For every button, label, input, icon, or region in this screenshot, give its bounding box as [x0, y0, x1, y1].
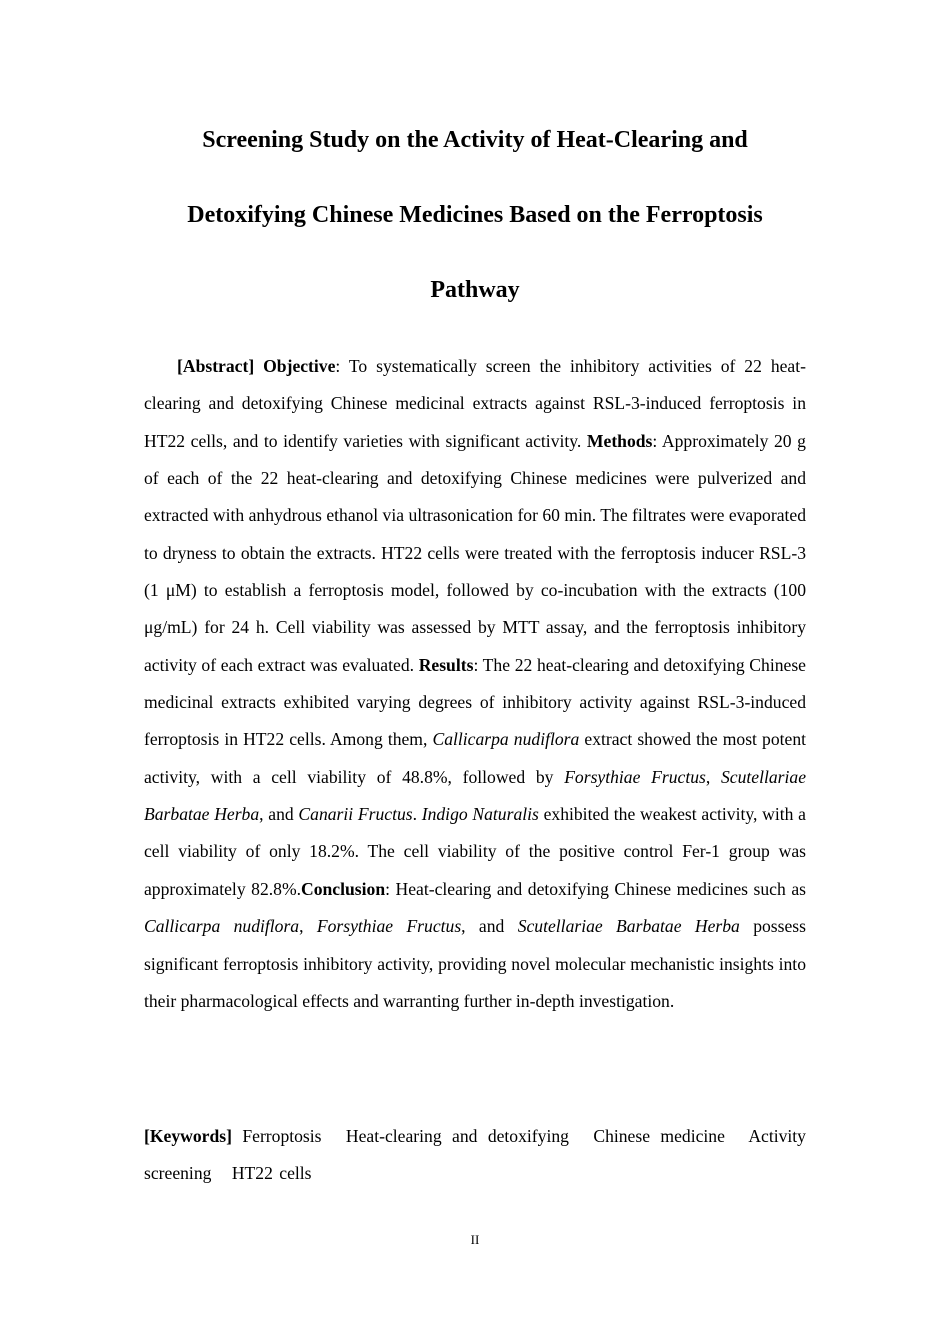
results-separator-1: ,: [705, 766, 721, 787]
results-separator-3: .: [412, 804, 422, 825]
keyword-item: Heat-clearing and detoxifying: [345, 1126, 569, 1146]
results-text-2: extract showed the most potent activity, with a cell viability of 48.8%, followed by: [144, 729, 807, 787]
results-text-1: : The 22 heat-clearing and detoxifying Chinese medicinal extracts exhibited varying degrees of inhibitory activity against RSL-3-induced ferroptosis in HT22 cells. Among them,: [144, 654, 806, 750]
conclusion-separator-1: ,: [299, 916, 317, 937]
paper-title-line-3: Pathway: [430, 277, 520, 303]
abstract-label: [Abstract]: [177, 356, 255, 376]
keywords-paragraph: [144, 1118, 806, 1193]
conclusion-separator-2: , and: [461, 916, 518, 937]
methods-text: : Approximately 20 g of each of the 22 heat-clearing and detoxifying Chinese medicines were pulverized and extracted with anhydrous ethanol via ultrasonication for 60 min. The filtrates were evaporated to dryness to obtain the extracts. HT22 cells were treated with the ferroptosis inducer RSL-3 (1 μM) to establish a ferroptosis model, followed by co-incubation with the extracts (100 μg/mL) for 24 h. Cell viability was assessed by MTT assay, and the ferroptosis inhibitory activity of each extract was evaluated.: [144, 430, 806, 675]
conclusion-herb-scutellariae: Scutellariae Barbatae Herba: [517, 916, 740, 937]
herb-name-indigo: Indigo Naturalis: [421, 804, 539, 825]
methods-label: Methods: [586, 430, 653, 451]
paper-title-line-2: Detoxifying Chinese Medicines Based on the Ferroptosis: [187, 202, 763, 228]
results-separator-2: , and: [259, 804, 299, 825]
results-text-3: exhibited the weakest activity, with a cell viability of only 18.2%. The cell viability of the positive control Fer-1 group was approximately 82.8%.: [144, 804, 806, 899]
abstract-paragraph: [144, 348, 806, 1020]
keywords-label: [Keywords]: [144, 1126, 232, 1146]
conclusion-herb-callicarpa: Callicarpa nudiflora: [144, 916, 300, 937]
keyword-item: Ferroptosis: [242, 1126, 322, 1146]
conclusion-text-2: possess significant ferroptosis inhibitory activity, providing novel molecular mechanistic insights into their pharmacological effects and warranting further in-depth investigation.: [144, 916, 806, 1011]
conclusion-text-1: : Heat-clearing and detoxifying Chinese medicines such as: [385, 878, 806, 899]
conclusion-herb-forsythiae: Forsythiae Fructus: [316, 916, 462, 937]
keyword-item: HT22 cells: [231, 1163, 312, 1184]
herb-name-callicarpa: Callicarpa nudiflora: [432, 729, 580, 750]
page-number: II: [470, 1232, 480, 1247]
paper-title: [120, 103, 830, 328]
objective-label: Objective: [263, 356, 336, 376]
results-label: Results: [418, 654, 474, 675]
paper-title-line-1: Screening Study on the Activity of Heat-Clearing and: [202, 127, 748, 153]
objective-text: : To systematically screen the inhibitory activities of 22 heat-clearing and detoxifying Chinese medicinal extracts against RSL-3-induced ferroptosis in HT22 cells, and to identify varieties with significant activity.: [144, 356, 806, 451]
conclusion-label: Conclusion: [301, 878, 386, 899]
keyword-item: Activity screening: [144, 1126, 806, 1184]
keyword-item: Chinese medicine: [593, 1126, 725, 1146]
herb-name-scutellariae: Scutellariae Barbatae Herba: [144, 766, 806, 825]
herb-name-canarii: Canarii Fructus: [298, 804, 413, 825]
herb-name-forsythiae: Forsythiae Fructus: [564, 766, 706, 787]
